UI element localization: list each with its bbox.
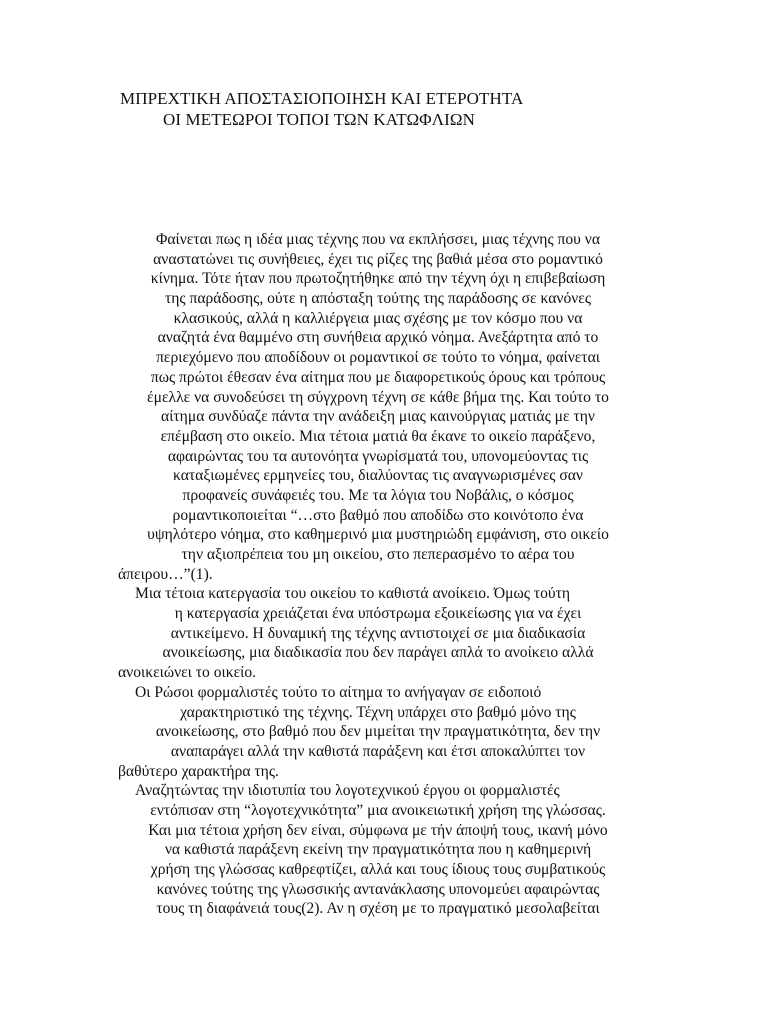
text-line: καταξιωμένες ερμηνείες του, διαλύοντας τις αναγνωρισμένες σαν	[173, 467, 583, 485]
text-line: υψηλότερο νόημα, στο καθημερινό μια μυστηριώδη εμφάνιση, στο οικείο	[147, 526, 609, 544]
text-line: άπειρου…”(1).	[118, 565, 213, 583]
document-subtitle: ΟΙ ΜΕΤΕΩΡΟΙ ΤΟΠΟΙ ΤΩΝ ΚΑΤΩΦΛΙΩΝ	[163, 110, 475, 129]
text-line: Φαίνεται πως η ιδέα μιας τέχνης που να εκπλήσσει, μιας τέχνης που να	[155, 231, 601, 248]
text-line: η κατεργασία χρειάζεται ένα υπόστρωμα εξοικείωσης για να έχει	[174, 605, 582, 623]
text-line: ανοικείωσης, μια διαδικασία που δεν παράγει απλά το ανοίκειο αλλά	[162, 644, 594, 662]
text-line: αντικείμενο. Η δυναμική της τέχνης αντιστοιχεί σε μια διαδικασία	[170, 624, 586, 642]
text-line: προφανείς συνάφειές του. Με τα λόγια του Νοβάλις, ο κόσμος	[182, 486, 574, 504]
text-line: κίνημα. Τότε ήταν που πρωτοζητήθηκε από την τέχνη όχι η επιβεβαίωση	[150, 270, 606, 288]
text-line: κλασικούς, αλλά η καλλιέργεια μιας σχέσης με τον κόσμο που να	[173, 309, 583, 327]
text-line: ρομαντικοποιείται “…στο βαθμό που αποδίδω στο κοινότοπο ένα	[172, 506, 584, 524]
text-line: αίτημα συνδύαζε πάντα την ανάδειξη μιας καινούργιας ματιάς με την	[161, 408, 595, 426]
text-line: να καθιστά παράξενη εκείνη την πραγματικότητα που η καθημερινή	[164, 841, 592, 859]
text-line: την αξιοπρέπεια του μη οικείου, στο πεπερασμένο το αέρα του	[181, 546, 575, 563]
text-line: αναστατώνει τις συνήθειες, έχει τις ρίζες της βαθιά μέσα στο ρομαντικό	[153, 250, 603, 268]
text-line: πως πρώτοι έθεσαν ένα αίτημα που με διαφορετικούς όρους και τρόπους	[150, 368, 606, 386]
text-line: περιεχόμενο που αποδίδουν οι ρομαντικοί σε τούτο το νόημα, φαίνεται	[156, 349, 600, 367]
text-line: Και μια τέτοια χρήση δεν είναι, σύμφωνα με τήν άποψή τους, ικανή μόνο	[148, 821, 608, 839]
paragraph-start-line: Μια τέτοια κατεργασία του οικείου το καθιστά ανοίκειο. Όμως τούτη	[135, 585, 571, 603]
document-body	[118, 230, 638, 919]
text-line: αφαιρώντας του τα αυτονόητα γνωρίσματά του, υπονομεύοντας τις	[167, 447, 589, 465]
text-line: επέμβαση στο οικείο. Μια τέτοια ματιά θα έκανε το οικείο παράξενο,	[160, 427, 596, 445]
paragraph-start-line: Οι Ρώσοι φορμαλιστές τούτο το αίτημα το ανήγαγαν σε ειδοποιό	[135, 683, 542, 701]
text-line: εντόπισαν στη “λογοτεχνικότητα” μια ανοικειωτική χρήση της γλώσσας.	[150, 801, 606, 819]
text-line: αναζητά ένα θαμμένο στη συνήθεια αρχικό νόημα. Ανεξάρτητα από το	[157, 329, 599, 347]
text-line: αναπαράγει αλλά την καθιστά παράξενη και έτσι αποκαλύπτει τον	[170, 742, 586, 760]
text-line: έμελλε να συνοδεύσει τη σύγχρονη τέχνη σε κάθε βήμα της. Και τούτο το	[147, 388, 609, 406]
text-line: της παράδοσης, ούτε η απόσταξη τούτης της παράδοσης σε κανόνες	[164, 290, 592, 308]
paragraph-start-line: Αναζητώντας την ιδιοτυπία του λογοτεχνικού έργου οι φορμαλιστές	[135, 782, 560, 800]
document-title: ΜΠΡΕΧΤΙΚΗ ΑΠΟΣΤΑΣΙΟΠΟΙΗΣΗ ΚΑΙ ΕΤΕΡΟΤΗΤΑ	[120, 89, 524, 108]
text-line: βαθύτερο χαρακτήρα της.	[118, 762, 279, 780]
text-line: χρήση της γλώσσας καθρεφτίζει, αλλά και τους ίδιους τους συμβατικούς	[150, 861, 606, 878]
text-line: ανοικείωσης, στο βαθμό που δεν μιμείται την πραγματικότητα, δεν την	[155, 723, 601, 741]
text-line: ανοικειώνει το οικείο.	[118, 664, 257, 682]
text-line: κανόνες τούτης της γλωσσικής αντανάκλασης υπονομεύει αφαιρώντας	[156, 880, 600, 898]
text-line: τους τη διαφάνειά τους(2). Αν η σχέση με το πραγματικό μεσολαβείται	[156, 900, 600, 918]
text-line: χαρακτηριστικό της τέχνης. Τέχνη υπάρχει στο βαθμό μόνο της	[180, 703, 576, 721]
